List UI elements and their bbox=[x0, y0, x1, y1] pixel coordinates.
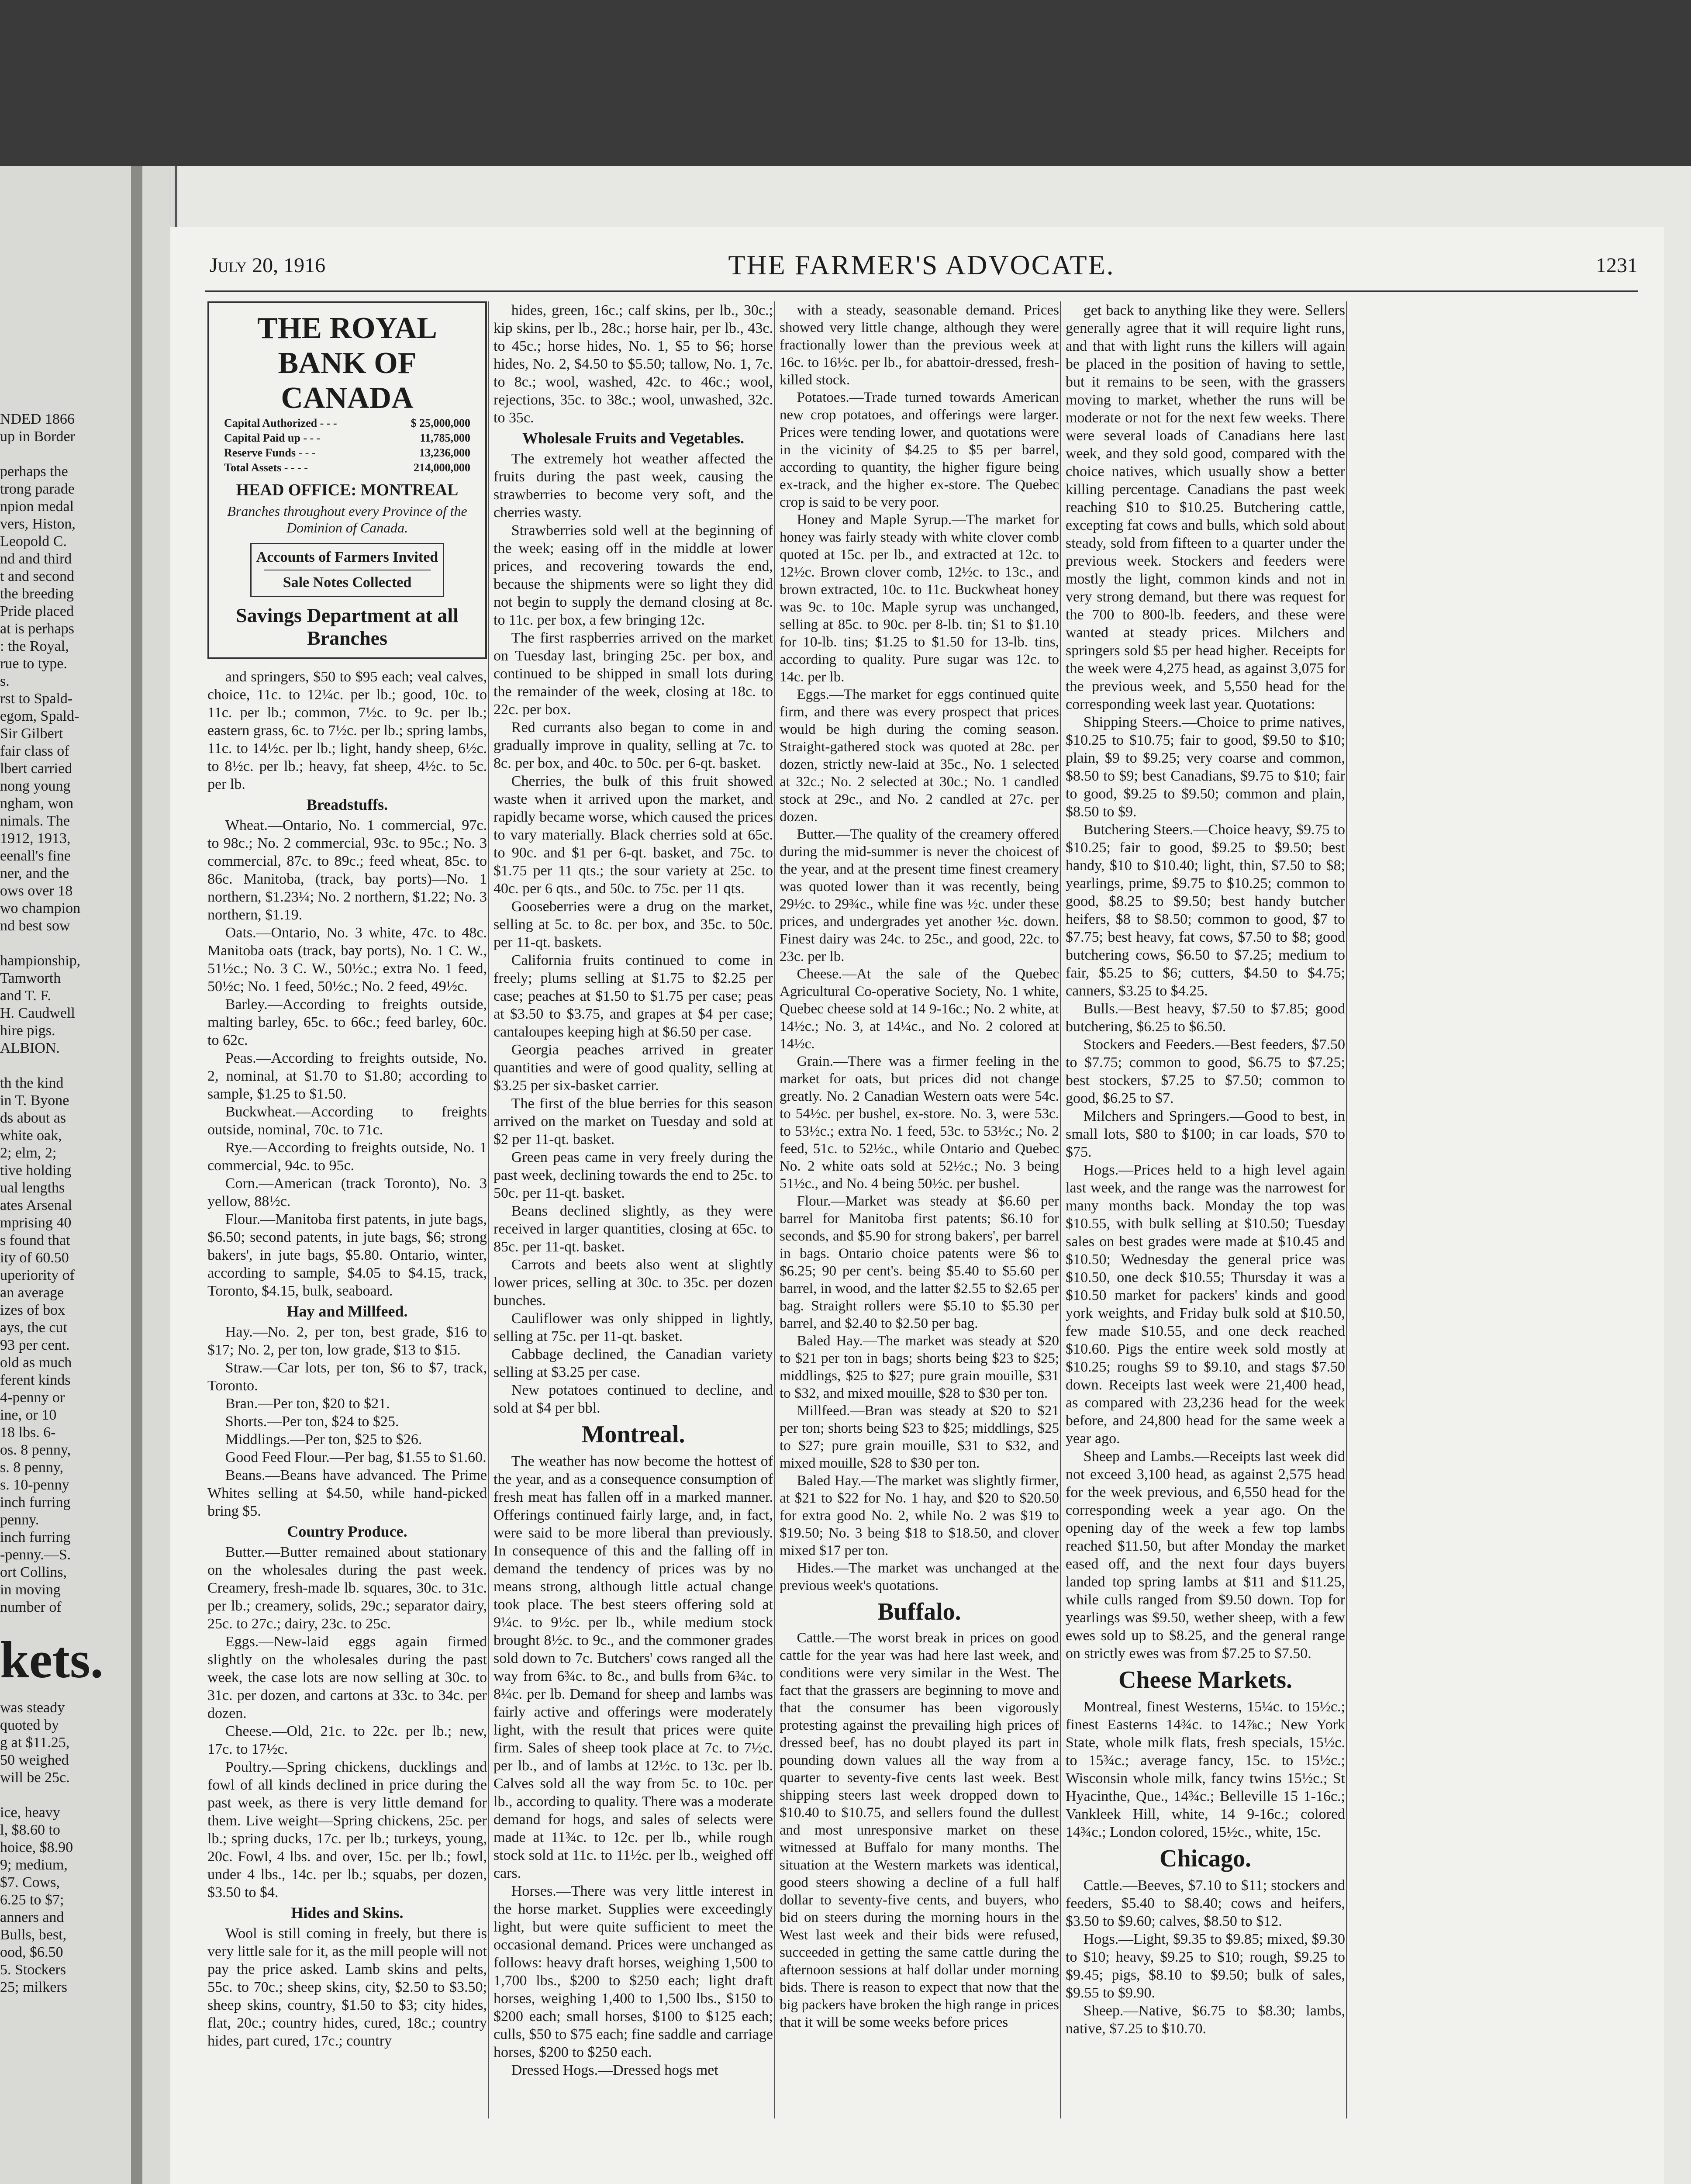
market-heading: Cheese Markets. bbox=[1118, 1666, 1293, 1693]
previous-page-line: Leopold C. bbox=[0, 533, 67, 549]
previous-page-line: wo champion bbox=[0, 900, 81, 916]
column-4 bbox=[1066, 301, 1345, 2038]
previous-page-line: 9; medium, bbox=[0, 1857, 68, 1873]
bank-capital-value: 214,000,000 bbox=[414, 461, 470, 474]
previous-page-line: 6.25 to $7; bbox=[0, 1892, 64, 1908]
market-report-paragraph: get back to anything like they were. Sellers generally agree that it will require light runs, and that with light runs the killers will again be placed in the position of having to settle, but it remains to be seen, with the grassers moving to market, whether the runs will be moderate or not for the next few weeks. There were several loads of Canadians here last week, and they sold good, compared with the choice natives, which usually show a better killing percentage. Canadians the past week reaching $10 to $10.25. Butchering cattle, excepting fat cows and bulls, which sold about steady, sold from fifteen to a quarter under the previous week. Stockers and feeders were mostly the light, common kinds and not in very strong demand, but there was request for the 700 to 800-lb. feeders, and these were wanted at steady prices. Milchers and springers sold $5 per head higher. Receipts for the week were 4,275 head, as against 3,075 for the previous week, and 5,550 head for the corresponding week last year. Quotations: bbox=[1066, 302, 1345, 712]
bank-capital-value: 13,236,000 bbox=[419, 446, 470, 459]
previous-page-line: npion medal bbox=[0, 498, 74, 515]
previous-page-line bbox=[0, 935, 131, 952]
market-report-paragraph: Hogs.—Light, $9.35 to $9.85; mixed, $9.30 to $10; heavy, $9.25 to $10; rough, $9.25 to $9.45; pigs, $8.10 to $9.50; bulk of sales, $9.55 to $9.90. bbox=[1066, 1931, 1345, 2001]
previous-page-line: 2; elm, 2; bbox=[0, 1145, 57, 1161]
bank-capital-label: Reserve Funds - - - bbox=[224, 446, 316, 459]
previous-page-heading: kets. bbox=[0, 1631, 104, 1689]
market-report-paragraph: Strawberries sold well at the beginning of the week; easing off in the middle at lower prices, and recovering towards the end, because the shipments were so light they did not begin to supply the demand closing at 8c. to 11c. per box, a few bringing 12c. bbox=[493, 522, 773, 628]
previous-page-line: 50 weighed bbox=[0, 1752, 69, 1768]
market-report-paragraph: Middlings.—Per ton, $25 to $26. bbox=[225, 1431, 422, 1448]
market-report-paragraph: Buckwheat.—According to freights outside, nominal, 70c. to 71c. bbox=[207, 1104, 487, 1138]
previous-page-line: nong young bbox=[0, 778, 71, 794]
market-report-paragraph: Corn.—American (track Toronto), No. 3 yellow, 88½c. bbox=[207, 1175, 487, 1209]
bank-capital-row bbox=[215, 416, 479, 431]
previous-page-line: th the kind bbox=[0, 1075, 64, 1091]
market-report-paragraph: Wheat.—Ontario, No. 1 commercial, 97c. to 98c.; No. 2 commercial, 93c. to 95c.; No. 3 commercial, 87c. to 89c.; feed wheat, 85c. to 86c. Manitoba, (track, bay ports)—No. 1 northern, $1.23¼; No. 2 northern, $1.22; No. 3 northern, $1.19. bbox=[207, 817, 487, 923]
market-report-paragraph: Stockers and Feeders.—Best feeders, $7.50 to $7.75; common to good, $6.75 to $7.25; best stockers, $7.25 to $7.50; common to good, $6.25 to $7. bbox=[1066, 1037, 1345, 1106]
column-divider bbox=[1060, 301, 1061, 2118]
market-report-paragraph: Flour.—Manitoba first patents, in jute bags, $6.50; second patents, in jute bags, $6; strong bakers', in jute bags, $5.80. Ontario, winter, according to sample, $4.05 to $4.15, track, Toronto, $4.15, bulk, seaboard. bbox=[207, 1211, 487, 1299]
market-report-paragraph: Georgia peaches arrived in greater quantities and were of good quality, selling at $3.25 per six-basket carrier. bbox=[493, 1042, 773, 1094]
bank-capital-value: $ 25,000,000 bbox=[411, 417, 470, 429]
previous-page-line: tive holding bbox=[0, 1162, 72, 1178]
market-report-paragraph: New potatoes continued to decline, and sold at $4 per bbl. bbox=[493, 1382, 773, 1416]
royal-bank-advertisement bbox=[207, 301, 487, 659]
previous-page-line: s. 8 penny, bbox=[0, 1459, 64, 1476]
previous-page-text bbox=[0, 411, 131, 1996]
market-report-paragraph: Rye.—According to freights outside, No. 1 commercial, 94c. to 95c. bbox=[207, 1140, 487, 1174]
market-report-paragraph: Shipping Steers.—Choice to prime natives, $10.25 to $10.75; fair to good, $9.50 to $10; plain, $9 to $9.25; very coarse and common, $8.50 to $9; best Canadians, $9.75 to $10; fair to good, $9.25 to $9.50; common and plain, $8.50 to $9. bbox=[1066, 714, 1345, 820]
previous-page-line: hoice, $8.90 bbox=[0, 1839, 73, 1856]
previous-page-line: ays, the cut bbox=[0, 1320, 67, 1336]
market-report-paragraph: Straw.—Car lots, per ton, $6 to $7, track, Toronto. bbox=[207, 1360, 487, 1394]
previous-page bbox=[0, 166, 177, 2184]
previous-page-line: os. 8 penny, bbox=[0, 1442, 71, 1458]
previous-page-line: Bulls, best, bbox=[0, 1927, 67, 1943]
previous-page-line: ort Collins, bbox=[0, 1564, 67, 1580]
market-report-paragraph: Eggs.—The market for eggs continued quite firm, and there was every prospect that prices would be high during the coming season. Straight-gathered stock was quoted at 28c. per dozen, strictly new-laid at 35c., No. 1 selected at 32c.; No. 2 selected at 30c.; No. 1 candled stock at 29c., and No. 2 candled at 27c. per dozen. bbox=[780, 687, 1059, 825]
section-heading: Hides and Skins. bbox=[291, 1904, 404, 1921]
previous-page-line: 5. Stockers bbox=[0, 1962, 66, 1978]
previous-page-line: ngham, won bbox=[0, 795, 74, 812]
market-report-paragraph: Good Feed Flour.—Per bag, $1.55 to $1.60. bbox=[225, 1449, 487, 1465]
column-divider bbox=[774, 301, 775, 2118]
previous-page-line: fair class of bbox=[0, 743, 69, 759]
market-report-paragraph: Cheese.—At the sale of the Quebec Agricultural Co-operative Society, No. 1 white, Quebec cheese sold at 14 9-16c.; No. 2 white, at 14½c.; No. 3, at 14¼c., and No. 2 colored at 14½c. bbox=[780, 966, 1059, 1052]
market-report-paragraph: Hides.—The market was unchanged at the previous week's quotations. bbox=[780, 1560, 1059, 1593]
market-report-paragraph: Milchers and Springers.—Good to best, in small lots, $80 to $100; in car loads, $70 to $75. bbox=[1066, 1108, 1345, 1160]
previous-page-line: ine, or 10 bbox=[0, 1407, 57, 1423]
previous-page-line: rue to type. bbox=[0, 656, 67, 672]
market-report-paragraph: Potatoes.—Trade turned towards American new crop potatoes, and offerings were larger. Prices were tending lower, and quotations were in the vicinity of $4.25 to $5 per barrel, according to quantity, the higher figure being ex-track, and the higher ex-store. The Quebec crop is said to be very poor. bbox=[780, 390, 1059, 510]
bank-savings-department: Savings Department at all Branches bbox=[236, 604, 459, 649]
market-report-paragraph: Dressed Hogs.—Dressed hogs met bbox=[511, 2062, 718, 2078]
previous-page-line: old as much bbox=[0, 1355, 72, 1371]
market-report-paragraph: Honey and Maple Syrup.—The market for honey was fairly steady with white clover comb quoted at 15c. per lb., and extracted at 12c. to 12½c. Brown clover comb, 12½c. to 13c., and brown extracted, 10c. to 11c. Buckwheat honey was 9c. to 10c. Maple syrup was unchanged, selling at 85c. to 90c. per 8-lb. tin; $1 to $1.10 for 10-lb. tins; $1.25 to $1.50 for 13-lb. tins, according to quality. Pure sugar was 12c. to 14c. per lb. bbox=[780, 512, 1059, 685]
market-report-paragraph: Butter.—The quality of the creamery offered during the mid-summer is never the choicest of the year, and at the present time finest creamery was quoted lower than it was recently, being 29½c. to 29¾c., while fine was ½c. under these prices, and undergrades yet another ½c. down. Finest dairy was 24c. to 25c., and good, 22c. to 23c. per lb. bbox=[780, 826, 1059, 964]
previous-page-line bbox=[0, 446, 131, 463]
previous-page-line: Tamworth bbox=[0, 970, 61, 986]
previous-page-line: nd best sow bbox=[0, 918, 70, 934]
market-report-paragraph: Cheese.—Old, 21c. to 22c. per lb.; new, 17c. to 17½c. bbox=[207, 1723, 487, 1757]
market-report-paragraph: Butter.—Butter remained about stationary on the wholesales during the past week. Creamery, fresh-made lb. squares, 30c. to 31c. per lb.; creamery, solids, 29c.; separator dairy, 25c. to 27c.; dairy, 23c. to 25c. bbox=[207, 1544, 487, 1632]
column-1 bbox=[207, 301, 487, 2050]
previous-page-line: 93 per cent. bbox=[0, 1337, 70, 1353]
market-report-paragraph: Flour.—Market was steady at $6.60 per barrel for Manitoba first patents; $6.10 for seconds, and $5.90 for strong bakers', per barrel in bags. Ontario choice patents were $6 to $6.25; 90 per cent's. being $5.40 to $5.60 per barrel, in wood, and the latter $2.55 to $2.65 per bag. Straight rollers were $5.10 to $5.30 per barrel, and $2.40 to $2.50 per bag. bbox=[780, 1193, 1059, 1331]
previous-page-line bbox=[0, 1787, 131, 1804]
previous-page-line: 25; milkers bbox=[0, 1979, 67, 1995]
market-report-paragraph: The weather has now become the hottest of the year, and as a consequence consumption of fresh meat has fallen off in a marked manner. Offerings continued fairly large, and, in fact, were said to be more liberal than previously. In consequence of this and the falling off in demand the tendency of prices was by no means strong, although little actual change took place. The best steers offering sold at 9¼c. to 9½c. per lb., while medium stock brought 8½c. to 9c., and the commoner grades sold down to 7c. Butchers' cows ranged all the way from 6¾c. to 8c., and bulls from 6¾c. to 8¼c. per lb. Demand for sheep and lambs was fairly active and offerings were moderately light, with the result that prices were quite firm. Sales of sheep took place at 7c. to 7½c. per lb., and of lambs at 12½c. to 13c. per lb. Calves sold all the way from 5c. to 10c. per lb., according to quality. There was a moderate demand for hogs, and sales of selects were made at 11¾c. to 12c. per lb., while rough stock sold at 11c. to 11½c. per lb., weighed off cars. bbox=[493, 1453, 773, 1881]
previous-page-line: 4-penny or bbox=[0, 1389, 65, 1406]
market-report-paragraph: California fruits continued to come in freely; plums selling at $1.75 to $2.25 per case; peaches at $1.50 to $1.75 per case; peas at $3.50 to $3.75, and grapes at $4 per case; cantaloupes keeping high at $6.50 per case. bbox=[493, 952, 773, 1040]
previous-page-line: penny. bbox=[0, 1512, 39, 1528]
market-report-paragraph: Grain.—There was a firmer feeling in the market for oats, but prices did not change greatly. No. 2 Canadian Western oats were 54c. to 54½c. per bushel, ex-store. No. 3, were 53c. to 53½c.; extra No. 1 feed, 53c. to 53½c.; No. 2 feed, 51c. to 52½c., while Ontario and Quebec No. 2 white oats sold at 52½c.; No. 3 being 51½c., and No. 4 being 50½c. per bushel. bbox=[780, 1054, 1059, 1192]
market-report-paragraph: Oats.—Ontario, No. 3 white, 47c. to 48c. Manitoba oats (track, bay ports), No. 1 C. W., 51½c.; No. 3 C. W., 50½c.; extra No. 1 feed, 50½c; No. 1 feed, 50½c.; No. 2 feed, 49½c. bbox=[207, 925, 487, 995]
column-2 bbox=[493, 301, 773, 2079]
previous-page-line: at is perhaps bbox=[0, 621, 74, 637]
bank-capital-value: 11,785,000 bbox=[420, 432, 470, 444]
bank-capital-label: Total Assets - - - - bbox=[224, 461, 308, 474]
previous-page-line bbox=[0, 1057, 131, 1075]
market-report-paragraph: Shorts.—Per ton, $24 to $25. bbox=[225, 1413, 399, 1430]
previous-page-line: ity of 60.50 bbox=[0, 1250, 69, 1266]
previous-page-line: up in Border bbox=[0, 429, 75, 445]
page-gutter bbox=[131, 166, 142, 2184]
market-report-paragraph: The extremely hot weather affected the fruits during the past week, causing the strawberries to become very soft, and the cherries wasty. bbox=[493, 451, 773, 521]
bank-name: THE ROYAL BANK OF CANADA bbox=[257, 311, 437, 415]
previous-page-line: nimals. The bbox=[0, 813, 70, 829]
previous-page-line: ner, and the bbox=[0, 865, 69, 881]
market-report-paragraph: Baled Hay.—The market was steady at $20 to $21 per ton in bags; shorts being $23 to $25; middlings, $25 to $27; pure grain mouille, $31 to $32, and mixed mouille, $28 to $30 per ton. bbox=[780, 1333, 1059, 1401]
previous-page-line: eenall's fine bbox=[0, 848, 71, 864]
market-report-paragraph: Poultry.—Spring chickens, ducklings and fowl of all kinds declined in price during the past week, as there is very little demand for them. Live weight—Spring chickens, 25c. per lb.; spring ducks, 17c. per lb.; turkeys, young, 20c. Fowl, 4 lbs. and over, 15c. per lb.; fowl, under 4 lbs., 14c. per lb.; squabs, per dozen, $3.50 to $4. bbox=[207, 1759, 487, 1901]
bank-capital-label: Capital Paid up - - - bbox=[224, 432, 321, 444]
market-report-paragraph: Millfeed.—Bran was steady at $20 to $21 per ton; shorts being $23 to $25; middlings, $25 to $27; pure grain mouille, $31 to $32, and mixed mouille, $28 to $30 per ton. bbox=[780, 1403, 1059, 1471]
market-report-paragraph: Horses.—There was very little interest in the horse market. Supplies were exceedingly light, but were quite sufficient to meet the occasional demand. Prices were unchanged as follows: heavy draft horses, weighing 1,500 to 1,700 lbs., $200 to $250 each; light draft horses, weighing 1,400 to 1,500 lbs., $150 to $200 each; small horses, $100 to $125 each; culls, $50 to $75 each; fine saddle and carriage horses, $200 to $250 each. bbox=[493, 1883, 773, 2060]
market-report-paragraph: Gooseberries were a drug on the market, selling at 5c. to 8c. per box, and 35c. to 50c. per 11-qt. baskets. bbox=[493, 898, 773, 950]
previous-page-line: ood, $6.50 bbox=[0, 1944, 63, 1960]
bank-branches: Branches throughout every Province of the Dominion of Canada. bbox=[227, 503, 467, 536]
previous-page-line: will be 25c. bbox=[0, 1769, 70, 1786]
market-report-paragraph: Hogs.—Prices held to a high level again last week, and the range was the narrowest for many months back. Monday the top was $10.55, with bulk selling at $10.50; Tuesday sales on best grades were made at $10.45 and $10.50; Wednesday the general price was $10.50, one deck $10.55; Thursday it was a $10.50 market for packers' kinds and good york weights, and Friday bulk sold at $10.50, few made $10.55, and one deck reached $10.60. Pigs the entire week sold mostly at $10.25; roughs $9 to $9.10, and stags $7.50 down. Receipts last week were 21,400 head, as compared with 23,236 head for the week before, and 24,800 head for the same week a year ago. bbox=[1066, 1162, 1345, 1447]
market-report-paragraph: Barley.—According to freights outside, malting barley, 65c. to 66c.; feed barley, 60c. to 62c. bbox=[207, 996, 487, 1048]
previous-page-line: g at $11.25, bbox=[0, 1735, 70, 1751]
previous-page-line: inch furring bbox=[0, 1494, 71, 1510]
bank-head-office: HEAD OFFICE: MONTREAL bbox=[236, 481, 459, 499]
market-report-paragraph: Peas.—According to freights outside, No. 2, nominal, at $1.70 to $1.80; according to sample, $1.25 to $1.50. bbox=[207, 1050, 487, 1102]
market-report-paragraph: Baled Hay.—The market was slightly firmer, at $21 to $22 for No. 1 hay, and $20 to $20.50 for extra good No. 2, while No. 2 was $19 to $19.50; No. 3 being $18 to $18.50, and clover mixed $17 per ton. bbox=[780, 1473, 1059, 1559]
previous-page-line: s. bbox=[0, 673, 10, 689]
market-report-paragraph: Cherries, the bulk of this fruit showed waste when it arrived upon the market, and rapidly became worse, which caused the prices to vary materially. Black cherries sold at 65c. to 90c. and $1 per 6-qt. basket, and 75c. to $1.75 per 11 qts.; the sour variety at 25c. to 40c. per 6 qts., and 50c. to 75c. per 11 qts. bbox=[493, 773, 773, 897]
market-report-paragraph: Cattle.—Beeves, $7.10 to $11; stockers and feeders, $5.40 to $8.40; cows and heifers, $3.50 to $9.60; calves, $8.50 to $12. bbox=[1066, 1877, 1345, 1929]
previous-page-line: lbert carried bbox=[0, 760, 72, 777]
bank-accounts-invited: Accounts of Farmers Invited bbox=[256, 549, 438, 565]
previous-page-line: mprising 40 bbox=[0, 1215, 72, 1231]
page-header bbox=[205, 245, 1638, 288]
scan-background bbox=[0, 0, 1691, 166]
market-report-paragraph: Butchering Steers.—Choice heavy, $9.75 to $10.25; fair to good, $9.25 to $9.50; best handy, $10 to $10.40; light, thin, $7.50 to $8; yearlings, prime, $9.75 to $10.25; common to good, $8.25 to $9.50; best handy butcher heifers, $8 to $8.50; common to good, $7 to $7.75; best heavy, fat cows, $7.50 to $8; good butchering cows, $6.50 to $7.25; medium to fair, $5.25 to $6; cutters, $4.50 to $4.75; canners, $3.25 to $4.25. bbox=[1066, 822, 1345, 999]
previous-page-line: ds about as bbox=[0, 1110, 66, 1126]
market-report-paragraph: Sheep and Lambs.—Receipts last week did not exceed 3,100 head, as against 2,575 head for the week previous, and 6,550 head for the corresponding week a year ago. On the opening day of the week a few top lambs reached $11.50, but after Monday the market eased off, and the next four days buyers landed top spring lambs at $11 and $11.25, while culls ranged from $9.50 down. Top for yearlings was $9.50, wether sheep, with a few ewes sold up to $8.25, and the general range on strictly ewes was from $7.25 to $7.50. bbox=[1066, 1448, 1345, 1662]
previous-page-line: Pride placed bbox=[0, 603, 74, 619]
previous-page-line: rst to Spald- bbox=[0, 691, 73, 707]
previous-page-line: hampionship, bbox=[0, 953, 81, 969]
section-heading: Breadstuffs. bbox=[306, 796, 388, 813]
bank-capital-table bbox=[215, 416, 479, 475]
previous-page-line: was steady bbox=[0, 1700, 65, 1716]
market-report-paragraph: with a steady, seasonable demand. Prices showed very little change, although they were fractionally lower than the previous week at 16c. to 16½c. per lb., for abattoir-dressed, fresh-killed stock. bbox=[780, 302, 1059, 388]
page-number: 1231 bbox=[1596, 254, 1638, 277]
market-report-paragraph: Eggs.—New-laid eggs again firmed slightly on the wholesales during the past week, the case lots are now selling at 30c. to 31c. per dozen, and cartons at 33c. to 34c. per dozen. bbox=[207, 1634, 487, 1721]
market-report-paragraph: Sheep.—Native, $6.75 to $8.30; lambs, native, $7.25 to $10.70. bbox=[1066, 2003, 1345, 2037]
previous-page-line: ates Arsenal bbox=[0, 1197, 72, 1213]
previous-page-line: uperiority of bbox=[0, 1267, 75, 1283]
previous-page-line: : the Royal, bbox=[0, 638, 69, 654]
previous-page-line: ALBION. bbox=[0, 1040, 60, 1056]
market-report-paragraph: Red currants also began to come in and gradually improve in quality, selling at 7c. to 8c. per box, and 40c. to 50c. per 6-qt. basket. bbox=[493, 719, 773, 771]
market-report-paragraph: Montreal, finest Westerns, 15¼c. to 15½c.; finest Easterns 14¾c. to 14⅞c.; New York State, whole milk flats, fresh specials, 15½c. to 15¾c.; average fancy, 15c. to 15½c.; Wisconsin whole milk, fancy twins 15½c.; St Hyacinthe, Que., 14¾c.; Belleville 15 1-16c.; Vankleek Hill, white, 14 9-16c.; colored 14¾c.; London colored, 15½c., white, 15c. bbox=[1066, 1699, 1345, 1840]
previous-page-line: s found that bbox=[0, 1232, 70, 1248]
previous-page-line: quoted by bbox=[0, 1717, 59, 1733]
previous-page-line: NDED 1866 bbox=[0, 411, 75, 427]
column-3 bbox=[780, 301, 1059, 2031]
market-heading: Chicago. bbox=[1160, 1845, 1251, 1872]
section-heading: Hay and Millfeed. bbox=[286, 1303, 408, 1320]
column-divider bbox=[488, 301, 489, 2118]
market-report-paragraph: Beans.—Beans have advanced. The Prime Whites selling at $4.50, while hand-picked bring $5. bbox=[207, 1467, 487, 1519]
market-report-paragraph: The first of the blue berries for this season arrived on the market on Tuesday and sold at $2 per 11-qt. basket. bbox=[493, 1095, 773, 1147]
bank-capital-row bbox=[215, 446, 479, 460]
market-report-paragraph: Carrots and beets also went at slightly lower prices, selling at 30c. to 35c. per dozen bunches. bbox=[493, 1257, 773, 1309]
previous-page-line: hire pigs. bbox=[0, 1023, 55, 1039]
previous-page-line: ferent kinds bbox=[0, 1372, 71, 1388]
previous-page-line: ice, heavy bbox=[0, 1804, 60, 1821]
market-report-paragraph: Bulls.—Best heavy, $7.50 to $7.85; good butchering, $6.25 to $6.50. bbox=[1066, 1001, 1345, 1035]
previous-page-line: t and second bbox=[0, 568, 74, 584]
market-report-paragraph: Cabbage declined, the Canadian variety selling at $3.25 per case. bbox=[493, 1346, 773, 1380]
previous-page-line: number of bbox=[0, 1599, 62, 1615]
bank-services-box bbox=[250, 543, 445, 597]
previous-page-line: white oak, bbox=[0, 1127, 62, 1144]
market-report-paragraph: Green peas came in very freely during the past week, declining towards the end to 25c. to 50c. per 11-qt. basket. bbox=[493, 1149, 773, 1201]
previous-page-line: and T. F. bbox=[0, 988, 51, 1004]
market-report-paragraph: Wool is still coming in freely, but there is very little sale for it, as the mill people will not pay the price asked. Lamb skins and pelts, 55c. to 70c.; sheep skins, city, $2.50 to $3.50; sheep skins, country, $1.50 to $3; city hides, flat, 20c.; country hides, cured, 18c.; country hides, part cured, 17c.; country bbox=[207, 1925, 487, 2049]
market-report-paragraph: Cattle.—The worst break in prices on good cattle for the year was had here last week, and conditions were very similar in the West. The fact that the grassers are beginning to move and that the consumer has been vigorously protesting against the prevailing high prices of dressed beef, has no doubt played its part in pounding down values all the way from a quarter to seventy-five cents last week. Best shipping steers last week dropped down to $10.40 to $10.75, and sellers found the dullest and most unresponsive market on these witnessed at Buffalo for many months. The situation at the Western markets was identical, good steers showing a decline of a full half dollar to seventy-five cents, and buyers, who bid on steers during the morning hours in the West last week and their bids were refused, succeeded in getting the same cattle during the afternoon sessions at half dollar under morning bids. There is reason to expect that now that the big packers have broken the high range in prices that it will be some weeks before prices bbox=[780, 1630, 1059, 2030]
section-heading: Country Produce. bbox=[287, 1523, 407, 1540]
header-rule bbox=[205, 290, 1638, 292]
market-heading: Montreal. bbox=[581, 1421, 685, 1448]
previous-page-line: nd and third bbox=[0, 551, 72, 567]
market-report-paragraph: Cauliflower was only shipped in lightly, selling at 75c. per 11-qt. basket. bbox=[493, 1310, 773, 1344]
column-divider bbox=[1346, 301, 1347, 2118]
issue-date: July 20, 1916 bbox=[210, 254, 326, 277]
previous-page-line: vers, Histon, bbox=[0, 516, 76, 532]
column-1-articles bbox=[207, 668, 487, 2050]
section-heading: Wholesale Fruits and Vegetables. bbox=[522, 429, 745, 447]
previous-page-line: ows over 18 bbox=[0, 883, 73, 899]
previous-page-line: in T. Byone bbox=[0, 1092, 69, 1109]
market-report-paragraph: Beans declined slightly, as they were received in larger quantities, closing at 65c. to 85c. per 11-qt. basket. bbox=[493, 1203, 773, 1255]
market-report-paragraph: and springers, $50 to $95 each; veal calves, choice, 11c. to 12¼c. per lb.; good, 10c. to 11c. per lb.; common, 7½c. to 9c. per lb.; eastern grass, 6c. to 7½c. per lb.; spring lambs, 11c. to 14½c. per lb.; light, handy sheep, 6½c. to 8½c. per lb.; heavy, fat sheep, 4½c. to 5c. per lb. bbox=[207, 669, 487, 792]
previous-page-line: inch furring bbox=[0, 1529, 71, 1545]
previous-page-line: in moving bbox=[0, 1582, 61, 1598]
previous-page-line: H. Caudwell bbox=[0, 1005, 75, 1021]
market-report-paragraph: Bran.—Per ton, $20 to $21. bbox=[225, 1396, 390, 1412]
publication-title: THE FARMER'S ADVOCATE. bbox=[728, 249, 1115, 280]
previous-page-line: s. 10-penny bbox=[0, 1477, 69, 1493]
previous-page-line: 1912, 1913, bbox=[0, 830, 71, 847]
previous-page-line: $7. Cows, bbox=[0, 1874, 60, 1890]
previous-page-line: ual lengths bbox=[0, 1180, 65, 1196]
market-report-paragraph: Hay.—No. 2, per ton, best grade, $16 to $17; No. 2, per ton, low grade, $13 to $15. bbox=[207, 1324, 487, 1358]
market-report-paragraph: hides, green, 16c.; calf skins, per lb., 30c.; kip skins, per lb., 28c.; horse hair, per lb., 43c. to 45c.; horse hides, No. 1, $5 to $6; horse hides, No. 2, $4.50 to $5.50; tallow, No. 1, 7c. to 8c.; wool, washed, 42c. to 46c.; wool, rejections, 35c. to 38c.; wool, unwashed, 32c. to 35c. bbox=[493, 302, 773, 426]
previous-page-line: -penny.—S. bbox=[0, 1547, 71, 1563]
previous-page-line: the breeding bbox=[0, 586, 74, 602]
previous-page-line: trong parade bbox=[0, 481, 75, 497]
bank-capital-label: Capital Authorized - - - bbox=[224, 417, 337, 429]
previous-page-line: 18 lbs. 6- bbox=[0, 1424, 56, 1441]
previous-page-line: l, $8.60 to bbox=[0, 1822, 60, 1838]
market-heading: Buffalo. bbox=[877, 1598, 961, 1625]
previous-page-line: an average bbox=[0, 1285, 64, 1301]
previous-page-line: egom, Spald- bbox=[0, 708, 79, 724]
bank-capital-row bbox=[215, 460, 479, 475]
bank-capital-row bbox=[215, 431, 479, 446]
previous-page-line: izes of box bbox=[0, 1302, 66, 1318]
market-report-paragraph: The first raspberries arrived on the market on Tuesday last, bringing 25c. per box, and continued to be shipped in small lots during the remainder of the week, closing at 18c. to 22c. per box. bbox=[493, 630, 773, 718]
previous-page-line: anners and bbox=[0, 1909, 64, 1925]
previous-page-line: Sir Gilbert bbox=[0, 726, 63, 742]
previous-page-line: perhaps the bbox=[0, 463, 68, 480]
bank-sale-notes: Sale Notes Collected bbox=[283, 574, 412, 591]
